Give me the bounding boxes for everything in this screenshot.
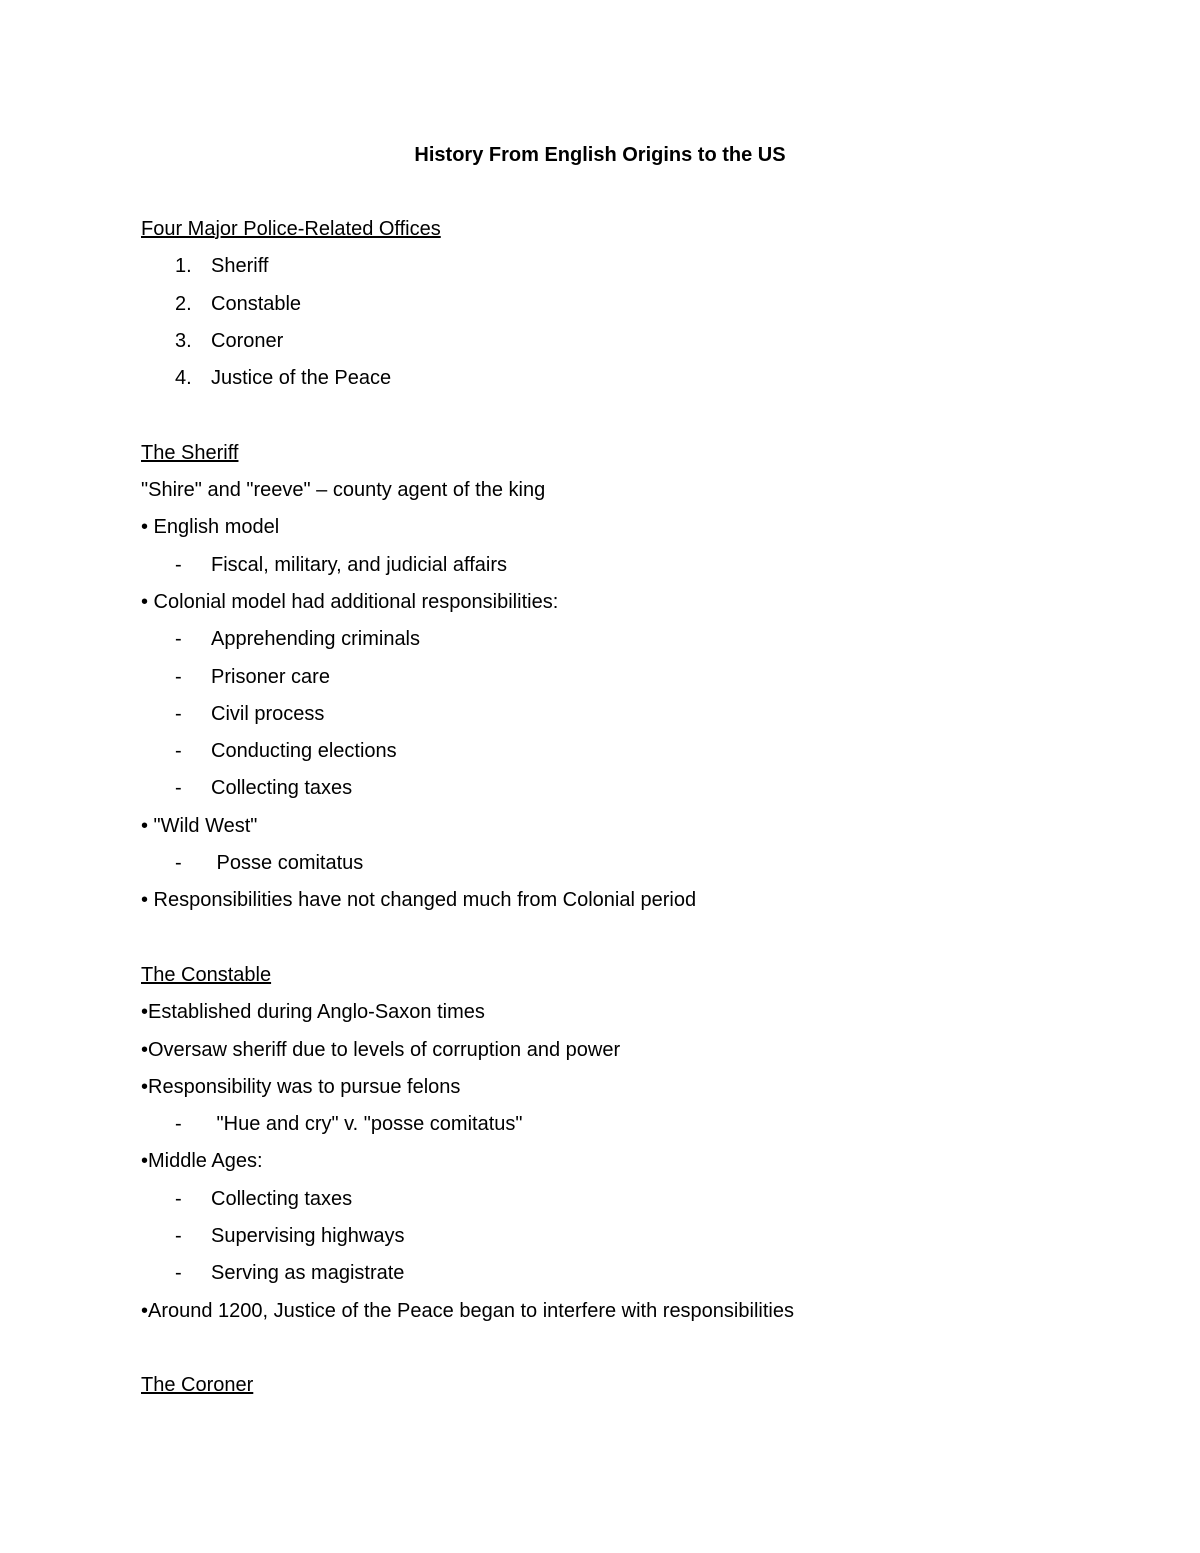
dash-marker: -: [175, 852, 182, 875]
sub-item: [141, 1109, 1141, 1146]
section-heading-coroner: The Coroner: [141, 1374, 254, 1397]
sub-item-text: Apprehending criminals: [211, 628, 421, 651]
section-heading-constable: The Constable: [141, 963, 272, 986]
list-item: [141, 289, 1141, 326]
bullet-pursue-felons: •Responsibility was to pursue felons: [141, 1075, 461, 1098]
dash-marker: -: [175, 1262, 182, 1285]
bullet-english-model: • English model: [141, 516, 280, 539]
sub-item: [141, 550, 1141, 587]
dash-marker: -: [175, 665, 182, 688]
bullet-oversaw: •Oversaw sheriff due to levels of corruption and power: [141, 1038, 621, 1061]
list-item: [141, 363, 1141, 400]
sub-item: [141, 1258, 1141, 1295]
list-number: 1.: [175, 255, 192, 278]
dash-marker: -: [175, 1187, 182, 1210]
sub-item: [141, 848, 1141, 885]
spacer: [141, 1333, 1141, 1370]
bullet-wild-west: • "Wild West": [141, 814, 258, 837]
sub-item-text: Serving as magistrate: [211, 1262, 405, 1285]
sub-item-text: Supervising highways: [211, 1225, 405, 1248]
sub-item: [141, 624, 1141, 661]
dash-marker: -: [175, 1225, 182, 1248]
sub-item-text: Civil process: [211, 702, 325, 725]
sub-item-text: Prisoner care: [211, 665, 330, 688]
sub-item: [141, 1221, 1141, 1258]
list-item: [141, 251, 1141, 288]
dash-marker: -: [175, 777, 182, 800]
list-number: 4.: [175, 367, 192, 390]
section-heading-offices: Four Major Police-Related Offices: [141, 218, 441, 240]
bullet-colonial-model: • Colonial model had additional responsibilities:: [141, 590, 559, 613]
document-body: [141, 214, 1141, 1408]
dash-marker: -: [175, 702, 182, 725]
list-item: [141, 326, 1141, 363]
sub-item-text: "Hue and cry" v. "posse comitatus": [211, 1113, 523, 1136]
document-title: History From English Origins to the US: [414, 144, 786, 166]
sub-item-text: Collecting taxes: [211, 777, 353, 800]
list-item-text: Justice of the Peace: [211, 367, 392, 390]
section-heading-sheriff: The Sheriff: [141, 441, 239, 464]
bullet-responsibilities: • Responsibilities have not changed much from Colonial period: [141, 889, 697, 912]
dash-marker: -: [175, 553, 182, 576]
list-item-text: Sheriff: [211, 255, 269, 278]
sub-item-text: Fiscal, military, and judicial affairs: [211, 553, 508, 576]
list-number: 2.: [175, 292, 192, 315]
bullet-middle-ages: •Middle Ages:: [141, 1150, 263, 1173]
list-item-text: Constable: [211, 292, 302, 315]
spacer: [141, 400, 1141, 437]
sub-item: [141, 662, 1141, 699]
spacer: [141, 923, 1141, 960]
sub-item: [141, 699, 1141, 736]
sub-item-text: Collecting taxes: [211, 1187, 353, 1210]
sub-item-text: Conducting elections: [211, 740, 397, 763]
sub-item: [141, 1184, 1141, 1221]
bullet-established: •Established during Anglo-Saxon times: [141, 1001, 485, 1024]
sub-item-text: Posse comitatus: [211, 852, 364, 875]
dash-marker: -: [175, 628, 182, 651]
sub-item: [141, 773, 1141, 810]
dash-marker: -: [175, 1113, 182, 1136]
dash-marker: -: [175, 740, 182, 763]
bullet-around-1200: •Around 1200, Justice of the Peace began to interfere with responsibilities: [141, 1299, 794, 1322]
sheriff-intro: "Shire" and "reeve" – county agent of the king: [141, 479, 546, 502]
sub-item: [141, 736, 1141, 773]
list-item-text: Coroner: [211, 329, 284, 352]
list-number: 3.: [175, 329, 192, 352]
